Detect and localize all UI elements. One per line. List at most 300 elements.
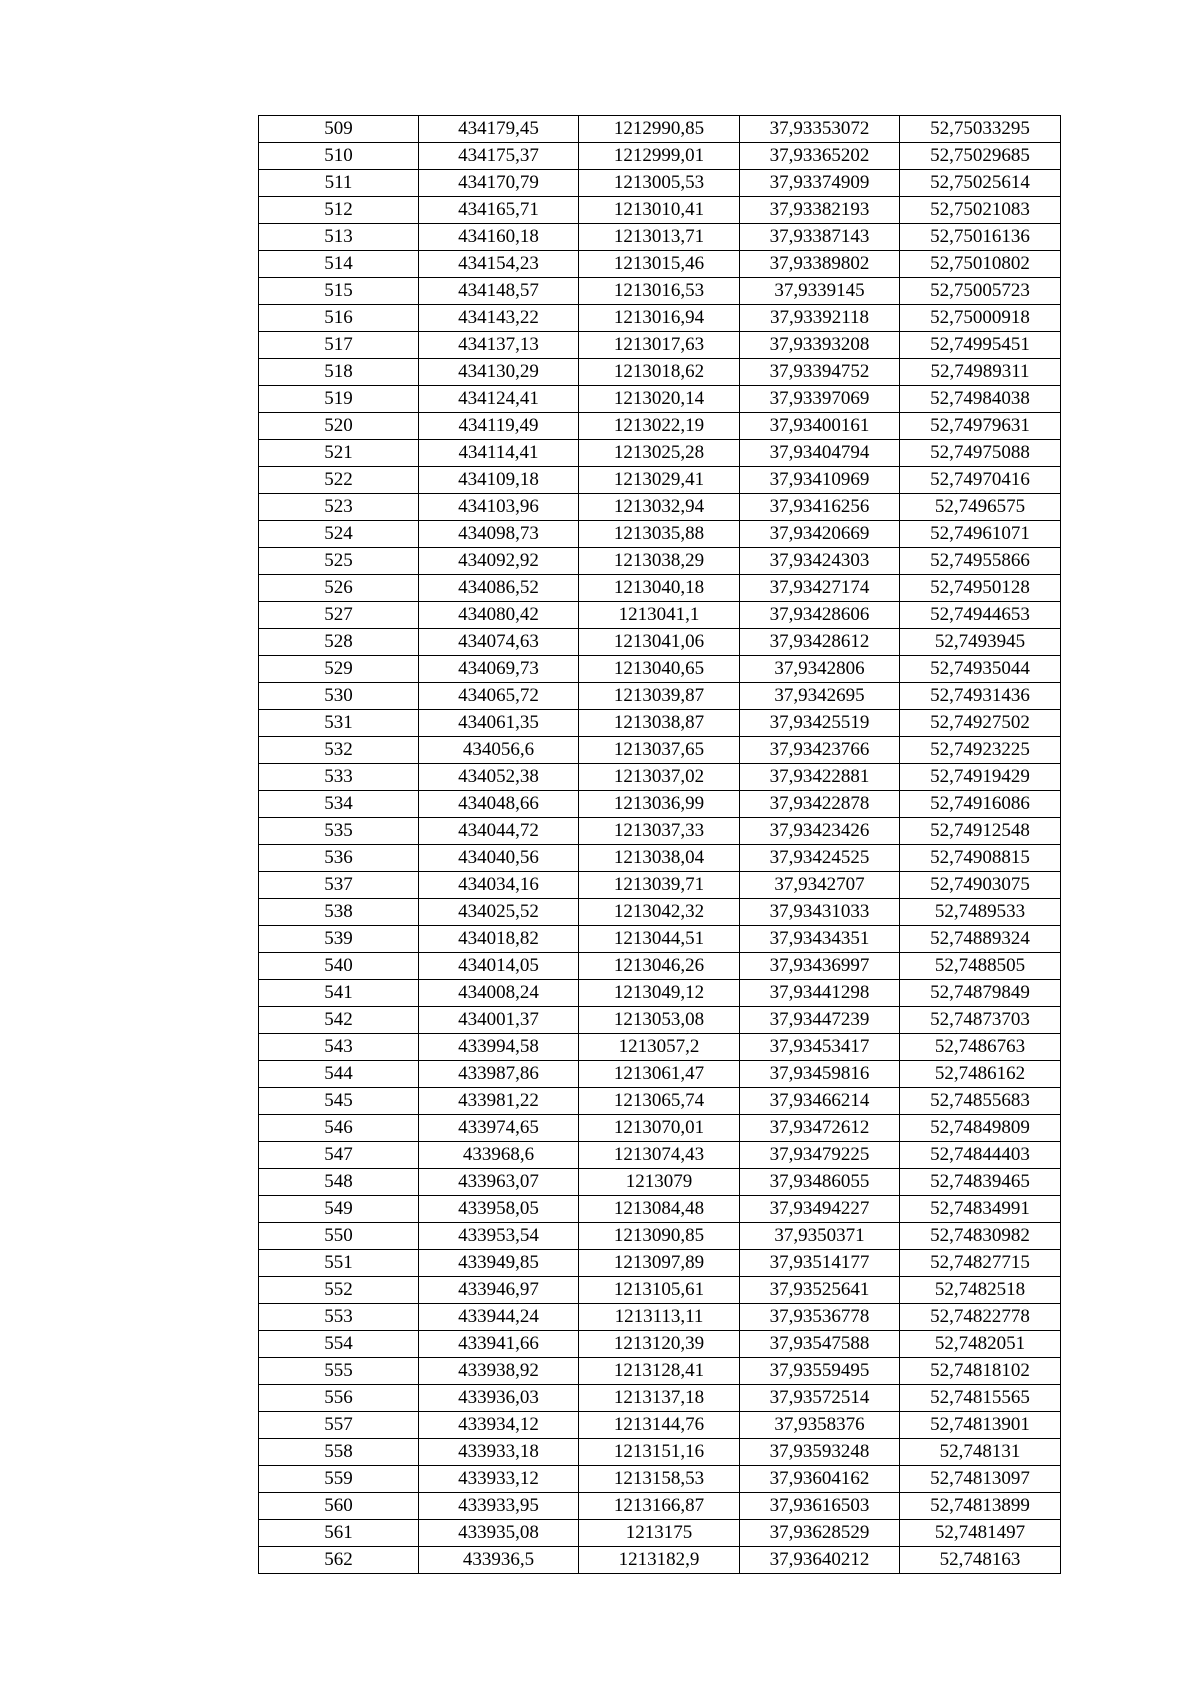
y-coordinate-cell: 1213042,32 [579, 899, 740, 926]
latitude-cell: 52,75021083 [900, 197, 1061, 224]
latitude-cell: 52,75033295 [900, 116, 1061, 143]
x-coordinate-cell: 433958,05 [419, 1196, 579, 1223]
latitude-cell: 52,74855683 [900, 1088, 1061, 1115]
y-coordinate-cell: 1213038,29 [579, 548, 740, 575]
y-coordinate-cell: 1213029,41 [579, 467, 740, 494]
latitude-cell: 52,74815565 [900, 1385, 1061, 1412]
point-number-cell: 530 [259, 683, 419, 710]
latitude-cell: 52,7489533 [900, 899, 1061, 926]
y-coordinate-cell: 1213032,94 [579, 494, 740, 521]
x-coordinate-cell: 434165,71 [419, 197, 579, 224]
latitude-cell: 52,74849809 [900, 1115, 1061, 1142]
y-coordinate-cell: 1213037,65 [579, 737, 740, 764]
table-row [259, 656, 1061, 683]
longitude-cell: 37,93547588 [740, 1331, 900, 1358]
point-number-cell: 534 [259, 791, 419, 818]
y-coordinate-cell: 1213020,14 [579, 386, 740, 413]
coordinates-table-body [259, 116, 1061, 1574]
x-coordinate-cell: 434040,56 [419, 845, 579, 872]
table-row [259, 602, 1061, 629]
y-coordinate-cell: 1213017,63 [579, 332, 740, 359]
point-number-cell: 538 [259, 899, 419, 926]
x-coordinate-cell: 434074,63 [419, 629, 579, 656]
x-coordinate-cell: 433933,95 [419, 1493, 579, 1520]
y-coordinate-cell: 1213040,18 [579, 575, 740, 602]
longitude-cell: 37,93486055 [740, 1169, 900, 1196]
y-coordinate-cell: 1213041,06 [579, 629, 740, 656]
table-row [259, 1439, 1061, 1466]
x-coordinate-cell: 433987,86 [419, 1061, 579, 1088]
table-row [259, 548, 1061, 575]
y-coordinate-cell: 1213018,62 [579, 359, 740, 386]
latitude-cell: 52,74889324 [900, 926, 1061, 953]
latitude-cell: 52,7482051 [900, 1331, 1061, 1358]
latitude-cell: 52,7481497 [900, 1520, 1061, 1547]
point-number-cell: 552 [259, 1277, 419, 1304]
latitude-cell: 52,74984038 [900, 386, 1061, 413]
latitude-cell: 52,75029685 [900, 143, 1061, 170]
point-number-cell: 536 [259, 845, 419, 872]
point-number-cell: 520 [259, 413, 419, 440]
longitude-cell: 37,93365202 [740, 143, 900, 170]
table-row [259, 1358, 1061, 1385]
table-row [259, 494, 1061, 521]
x-coordinate-cell: 434124,41 [419, 386, 579, 413]
longitude-cell: 37,93397069 [740, 386, 900, 413]
x-coordinate-cell: 434179,45 [419, 116, 579, 143]
latitude-cell: 52,74818102 [900, 1358, 1061, 1385]
y-coordinate-cell: 1213013,71 [579, 224, 740, 251]
latitude-cell: 52,75005723 [900, 278, 1061, 305]
latitude-cell: 52,74813901 [900, 1412, 1061, 1439]
longitude-cell: 37,93416256 [740, 494, 900, 521]
point-number-cell: 541 [259, 980, 419, 1007]
y-coordinate-cell: 1213016,94 [579, 305, 740, 332]
point-number-cell: 525 [259, 548, 419, 575]
point-number-cell: 521 [259, 440, 419, 467]
table-row [259, 197, 1061, 224]
latitude-cell: 52,74944653 [900, 602, 1061, 629]
x-coordinate-cell: 433944,24 [419, 1304, 579, 1331]
longitude-cell: 37,93640212 [740, 1547, 900, 1574]
y-coordinate-cell: 1213005,53 [579, 170, 740, 197]
longitude-cell: 37,93494227 [740, 1196, 900, 1223]
x-coordinate-cell: 434098,73 [419, 521, 579, 548]
latitude-cell: 52,74970416 [900, 467, 1061, 494]
longitude-cell: 37,9358376 [740, 1412, 900, 1439]
table-row [259, 332, 1061, 359]
table-row [259, 845, 1061, 872]
point-number-cell: 509 [259, 116, 419, 143]
latitude-cell: 52,74989311 [900, 359, 1061, 386]
x-coordinate-cell: 433981,22 [419, 1088, 579, 1115]
longitude-cell: 37,9342695 [740, 683, 900, 710]
x-coordinate-cell: 434034,16 [419, 872, 579, 899]
point-number-cell: 539 [259, 926, 419, 953]
table-row [259, 1385, 1061, 1412]
table-row [259, 1223, 1061, 1250]
longitude-cell: 37,93410969 [740, 467, 900, 494]
point-number-cell: 531 [259, 710, 419, 737]
y-coordinate-cell: 1213061,47 [579, 1061, 740, 1088]
point-number-cell: 545 [259, 1088, 419, 1115]
longitude-cell: 37,93392118 [740, 305, 900, 332]
longitude-cell: 37,93420669 [740, 521, 900, 548]
longitude-cell: 37,93425519 [740, 710, 900, 737]
y-coordinate-cell: 1213022,19 [579, 413, 740, 440]
x-coordinate-cell: 434130,29 [419, 359, 579, 386]
point-number-cell: 522 [259, 467, 419, 494]
point-number-cell: 549 [259, 1196, 419, 1223]
point-number-cell: 532 [259, 737, 419, 764]
x-coordinate-cell: 434008,24 [419, 980, 579, 1007]
table-row [259, 980, 1061, 1007]
latitude-cell: 52,7482518 [900, 1277, 1061, 1304]
table-row [259, 710, 1061, 737]
x-coordinate-cell: 434148,57 [419, 278, 579, 305]
table-row [259, 1061, 1061, 1088]
latitude-cell: 52,74975088 [900, 440, 1061, 467]
longitude-cell: 37,9342806 [740, 656, 900, 683]
longitude-cell: 37,93616503 [740, 1493, 900, 1520]
latitude-cell: 52,74903075 [900, 872, 1061, 899]
x-coordinate-cell: 434052,38 [419, 764, 579, 791]
table-row [259, 1115, 1061, 1142]
table-row [259, 1466, 1061, 1493]
longitude-cell: 37,93404794 [740, 440, 900, 467]
latitude-cell: 52,7496575 [900, 494, 1061, 521]
y-coordinate-cell: 1213037,33 [579, 818, 740, 845]
longitude-cell: 37,93428606 [740, 602, 900, 629]
table-row [259, 1493, 1061, 1520]
table-row [259, 413, 1061, 440]
point-number-cell: 542 [259, 1007, 419, 1034]
point-number-cell: 540 [259, 953, 419, 980]
y-coordinate-cell: 1213049,12 [579, 980, 740, 1007]
y-coordinate-cell: 1213025,28 [579, 440, 740, 467]
y-coordinate-cell: 1213039,87 [579, 683, 740, 710]
y-coordinate-cell: 1213097,89 [579, 1250, 740, 1277]
x-coordinate-cell: 433974,65 [419, 1115, 579, 1142]
y-coordinate-cell: 1212999,01 [579, 143, 740, 170]
point-number-cell: 523 [259, 494, 419, 521]
point-number-cell: 518 [259, 359, 419, 386]
latitude-cell: 52,74961071 [900, 521, 1061, 548]
table-row [259, 1169, 1061, 1196]
point-number-cell: 558 [259, 1439, 419, 1466]
table-row [259, 1250, 1061, 1277]
longitude-cell: 37,93525641 [740, 1277, 900, 1304]
point-number-cell: 529 [259, 656, 419, 683]
latitude-cell: 52,7486763 [900, 1034, 1061, 1061]
latitude-cell: 52,74813899 [900, 1493, 1061, 1520]
longitude-cell: 37,93441298 [740, 980, 900, 1007]
x-coordinate-cell: 433994,58 [419, 1034, 579, 1061]
latitude-cell: 52,74927502 [900, 710, 1061, 737]
y-coordinate-cell: 1213065,74 [579, 1088, 740, 1115]
table-row [259, 224, 1061, 251]
x-coordinate-cell: 434119,49 [419, 413, 579, 440]
longitude-cell: 37,93472612 [740, 1115, 900, 1142]
x-coordinate-cell: 433941,66 [419, 1331, 579, 1358]
x-coordinate-cell: 433933,18 [419, 1439, 579, 1466]
longitude-cell: 37,93400161 [740, 413, 900, 440]
point-number-cell: 561 [259, 1520, 419, 1547]
y-coordinate-cell: 1213090,85 [579, 1223, 740, 1250]
table-row [259, 386, 1061, 413]
point-number-cell: 548 [259, 1169, 419, 1196]
latitude-cell: 52,74912548 [900, 818, 1061, 845]
y-coordinate-cell: 1213040,65 [579, 656, 740, 683]
point-number-cell: 524 [259, 521, 419, 548]
point-number-cell: 527 [259, 602, 419, 629]
table-row [259, 467, 1061, 494]
x-coordinate-cell: 433946,97 [419, 1277, 579, 1304]
longitude-cell: 37,93389802 [740, 251, 900, 278]
x-coordinate-cell: 433934,12 [419, 1412, 579, 1439]
latitude-cell: 52,748163 [900, 1547, 1061, 1574]
latitude-cell: 52,74822778 [900, 1304, 1061, 1331]
table-row [259, 143, 1061, 170]
latitude-cell: 52,748131 [900, 1439, 1061, 1466]
longitude-cell: 37,93434351 [740, 926, 900, 953]
table-row [259, 1088, 1061, 1115]
table-row [259, 953, 1061, 980]
table-row [259, 116, 1061, 143]
longitude-cell: 37,93604162 [740, 1466, 900, 1493]
table-row [259, 926, 1061, 953]
point-number-cell: 513 [259, 224, 419, 251]
x-coordinate-cell: 434025,52 [419, 899, 579, 926]
point-number-cell: 544 [259, 1061, 419, 1088]
x-coordinate-cell: 434114,41 [419, 440, 579, 467]
y-coordinate-cell: 1213079 [579, 1169, 740, 1196]
latitude-cell: 52,74916086 [900, 791, 1061, 818]
latitude-cell: 52,74830982 [900, 1223, 1061, 1250]
x-coordinate-cell: 434065,72 [419, 683, 579, 710]
x-coordinate-cell: 434086,52 [419, 575, 579, 602]
point-number-cell: 510 [259, 143, 419, 170]
latitude-cell: 52,7488505 [900, 953, 1061, 980]
x-coordinate-cell: 434061,35 [419, 710, 579, 737]
table-row [259, 1142, 1061, 1169]
longitude-cell: 37,9342707 [740, 872, 900, 899]
table-row [259, 251, 1061, 278]
y-coordinate-cell: 1213084,48 [579, 1196, 740, 1223]
y-coordinate-cell: 1212990,85 [579, 116, 740, 143]
longitude-cell: 37,93559495 [740, 1358, 900, 1385]
x-coordinate-cell: 434103,96 [419, 494, 579, 521]
y-coordinate-cell: 1213035,88 [579, 521, 740, 548]
longitude-cell: 37,93422881 [740, 764, 900, 791]
point-number-cell: 526 [259, 575, 419, 602]
latitude-cell: 52,74923225 [900, 737, 1061, 764]
table-row [259, 170, 1061, 197]
point-number-cell: 546 [259, 1115, 419, 1142]
latitude-cell: 52,74879849 [900, 980, 1061, 1007]
table-row [259, 899, 1061, 926]
latitude-cell: 52,74873703 [900, 1007, 1061, 1034]
x-coordinate-cell: 434175,37 [419, 143, 579, 170]
point-number-cell: 551 [259, 1250, 419, 1277]
y-coordinate-cell: 1213053,08 [579, 1007, 740, 1034]
table-row [259, 1520, 1061, 1547]
longitude-cell: 37,93427174 [740, 575, 900, 602]
latitude-cell: 52,75016136 [900, 224, 1061, 251]
latitude-cell: 52,74935044 [900, 656, 1061, 683]
y-coordinate-cell: 1213182,9 [579, 1547, 740, 1574]
table-row [259, 440, 1061, 467]
longitude-cell: 37,93353072 [740, 116, 900, 143]
x-coordinate-cell: 434014,05 [419, 953, 579, 980]
x-coordinate-cell: 433963,07 [419, 1169, 579, 1196]
y-coordinate-cell: 1213175 [579, 1520, 740, 1547]
point-number-cell: 560 [259, 1493, 419, 1520]
y-coordinate-cell: 1213120,39 [579, 1331, 740, 1358]
point-number-cell: 537 [259, 872, 419, 899]
y-coordinate-cell: 1213044,51 [579, 926, 740, 953]
y-coordinate-cell: 1213010,41 [579, 197, 740, 224]
table-row [259, 1277, 1061, 1304]
point-number-cell: 519 [259, 386, 419, 413]
table-row [259, 1196, 1061, 1223]
longitude-cell: 37,93466214 [740, 1088, 900, 1115]
table-row [259, 818, 1061, 845]
y-coordinate-cell: 1213074,43 [579, 1142, 740, 1169]
table-row [259, 1331, 1061, 1358]
longitude-cell: 37,93394752 [740, 359, 900, 386]
x-coordinate-cell: 434001,37 [419, 1007, 579, 1034]
table-row [259, 1034, 1061, 1061]
latitude-cell: 52,74839465 [900, 1169, 1061, 1196]
y-coordinate-cell: 1213057,2 [579, 1034, 740, 1061]
x-coordinate-cell: 434137,13 [419, 332, 579, 359]
table-row [259, 575, 1061, 602]
longitude-cell: 37,93447239 [740, 1007, 900, 1034]
x-coordinate-cell: 434154,23 [419, 251, 579, 278]
y-coordinate-cell: 1213166,87 [579, 1493, 740, 1520]
longitude-cell: 37,93428612 [740, 629, 900, 656]
latitude-cell: 52,74834991 [900, 1196, 1061, 1223]
point-number-cell: 533 [259, 764, 419, 791]
longitude-cell: 37,93387143 [740, 224, 900, 251]
x-coordinate-cell: 434109,18 [419, 467, 579, 494]
x-coordinate-cell: 434018,82 [419, 926, 579, 953]
latitude-cell: 52,75000918 [900, 305, 1061, 332]
longitude-cell: 37,93431033 [740, 899, 900, 926]
x-coordinate-cell: 434044,72 [419, 818, 579, 845]
longitude-cell: 37,9350371 [740, 1223, 900, 1250]
y-coordinate-cell: 1213105,61 [579, 1277, 740, 1304]
x-coordinate-cell: 433968,6 [419, 1142, 579, 1169]
y-coordinate-cell: 1213038,04 [579, 845, 740, 872]
point-number-cell: 528 [259, 629, 419, 656]
longitude-cell: 37,93424303 [740, 548, 900, 575]
latitude-cell: 52,74844403 [900, 1142, 1061, 1169]
table-row [259, 305, 1061, 332]
table-row [259, 521, 1061, 548]
table-row [259, 1304, 1061, 1331]
point-number-cell: 555 [259, 1358, 419, 1385]
table-row [259, 764, 1061, 791]
table-row [259, 1547, 1061, 1574]
latitude-cell: 52,74995451 [900, 332, 1061, 359]
y-coordinate-cell: 1213036,99 [579, 791, 740, 818]
longitude-cell: 37,93393208 [740, 332, 900, 359]
x-coordinate-cell: 434080,42 [419, 602, 579, 629]
y-coordinate-cell: 1213015,46 [579, 251, 740, 278]
latitude-cell: 52,7493945 [900, 629, 1061, 656]
x-coordinate-cell: 433953,54 [419, 1223, 579, 1250]
table-row [259, 872, 1061, 899]
point-number-cell: 515 [259, 278, 419, 305]
x-coordinate-cell: 434170,79 [419, 170, 579, 197]
point-number-cell: 517 [259, 332, 419, 359]
table-row [259, 791, 1061, 818]
latitude-cell: 52,74908815 [900, 845, 1061, 872]
point-number-cell: 550 [259, 1223, 419, 1250]
longitude-cell: 37,93593248 [740, 1439, 900, 1466]
y-coordinate-cell: 1213144,76 [579, 1412, 740, 1439]
y-coordinate-cell: 1213137,18 [579, 1385, 740, 1412]
table-row [259, 683, 1061, 710]
longitude-cell: 37,9339145 [740, 278, 900, 305]
longitude-cell: 37,93479225 [740, 1142, 900, 1169]
table-row [259, 1007, 1061, 1034]
latitude-cell: 52,74919429 [900, 764, 1061, 791]
x-coordinate-cell: 433938,92 [419, 1358, 579, 1385]
longitude-cell: 37,93628529 [740, 1520, 900, 1547]
latitude-cell: 52,74827715 [900, 1250, 1061, 1277]
table-row [259, 737, 1061, 764]
point-number-cell: 535 [259, 818, 419, 845]
x-coordinate-cell: 434160,18 [419, 224, 579, 251]
latitude-cell: 52,75025614 [900, 170, 1061, 197]
y-coordinate-cell: 1213158,53 [579, 1466, 740, 1493]
latitude-cell: 52,74955866 [900, 548, 1061, 575]
longitude-cell: 37,93382193 [740, 197, 900, 224]
table-row [259, 359, 1061, 386]
table-row [259, 278, 1061, 305]
x-coordinate-cell: 433949,85 [419, 1250, 579, 1277]
y-coordinate-cell: 1213039,71 [579, 872, 740, 899]
y-coordinate-cell: 1213070,01 [579, 1115, 740, 1142]
longitude-cell: 37,93374909 [740, 170, 900, 197]
point-number-cell: 516 [259, 305, 419, 332]
longitude-cell: 37,93423766 [740, 737, 900, 764]
y-coordinate-cell: 1213151,16 [579, 1439, 740, 1466]
x-coordinate-cell: 434143,22 [419, 305, 579, 332]
y-coordinate-cell: 1213016,53 [579, 278, 740, 305]
coordinates-table [258, 115, 1061, 1574]
point-number-cell: 543 [259, 1034, 419, 1061]
y-coordinate-cell: 1213113,11 [579, 1304, 740, 1331]
point-number-cell: 547 [259, 1142, 419, 1169]
point-number-cell: 556 [259, 1385, 419, 1412]
point-number-cell: 511 [259, 170, 419, 197]
latitude-cell: 52,74979631 [900, 413, 1061, 440]
y-coordinate-cell: 1213038,87 [579, 710, 740, 737]
point-number-cell: 553 [259, 1304, 419, 1331]
point-number-cell: 562 [259, 1547, 419, 1574]
x-coordinate-cell: 434092,92 [419, 548, 579, 575]
x-coordinate-cell: 433935,08 [419, 1520, 579, 1547]
latitude-cell: 52,75010802 [900, 251, 1061, 278]
y-coordinate-cell: 1213046,26 [579, 953, 740, 980]
x-coordinate-cell: 433936,5 [419, 1547, 579, 1574]
y-coordinate-cell: 1213041,1 [579, 602, 740, 629]
longitude-cell: 37,93436997 [740, 953, 900, 980]
